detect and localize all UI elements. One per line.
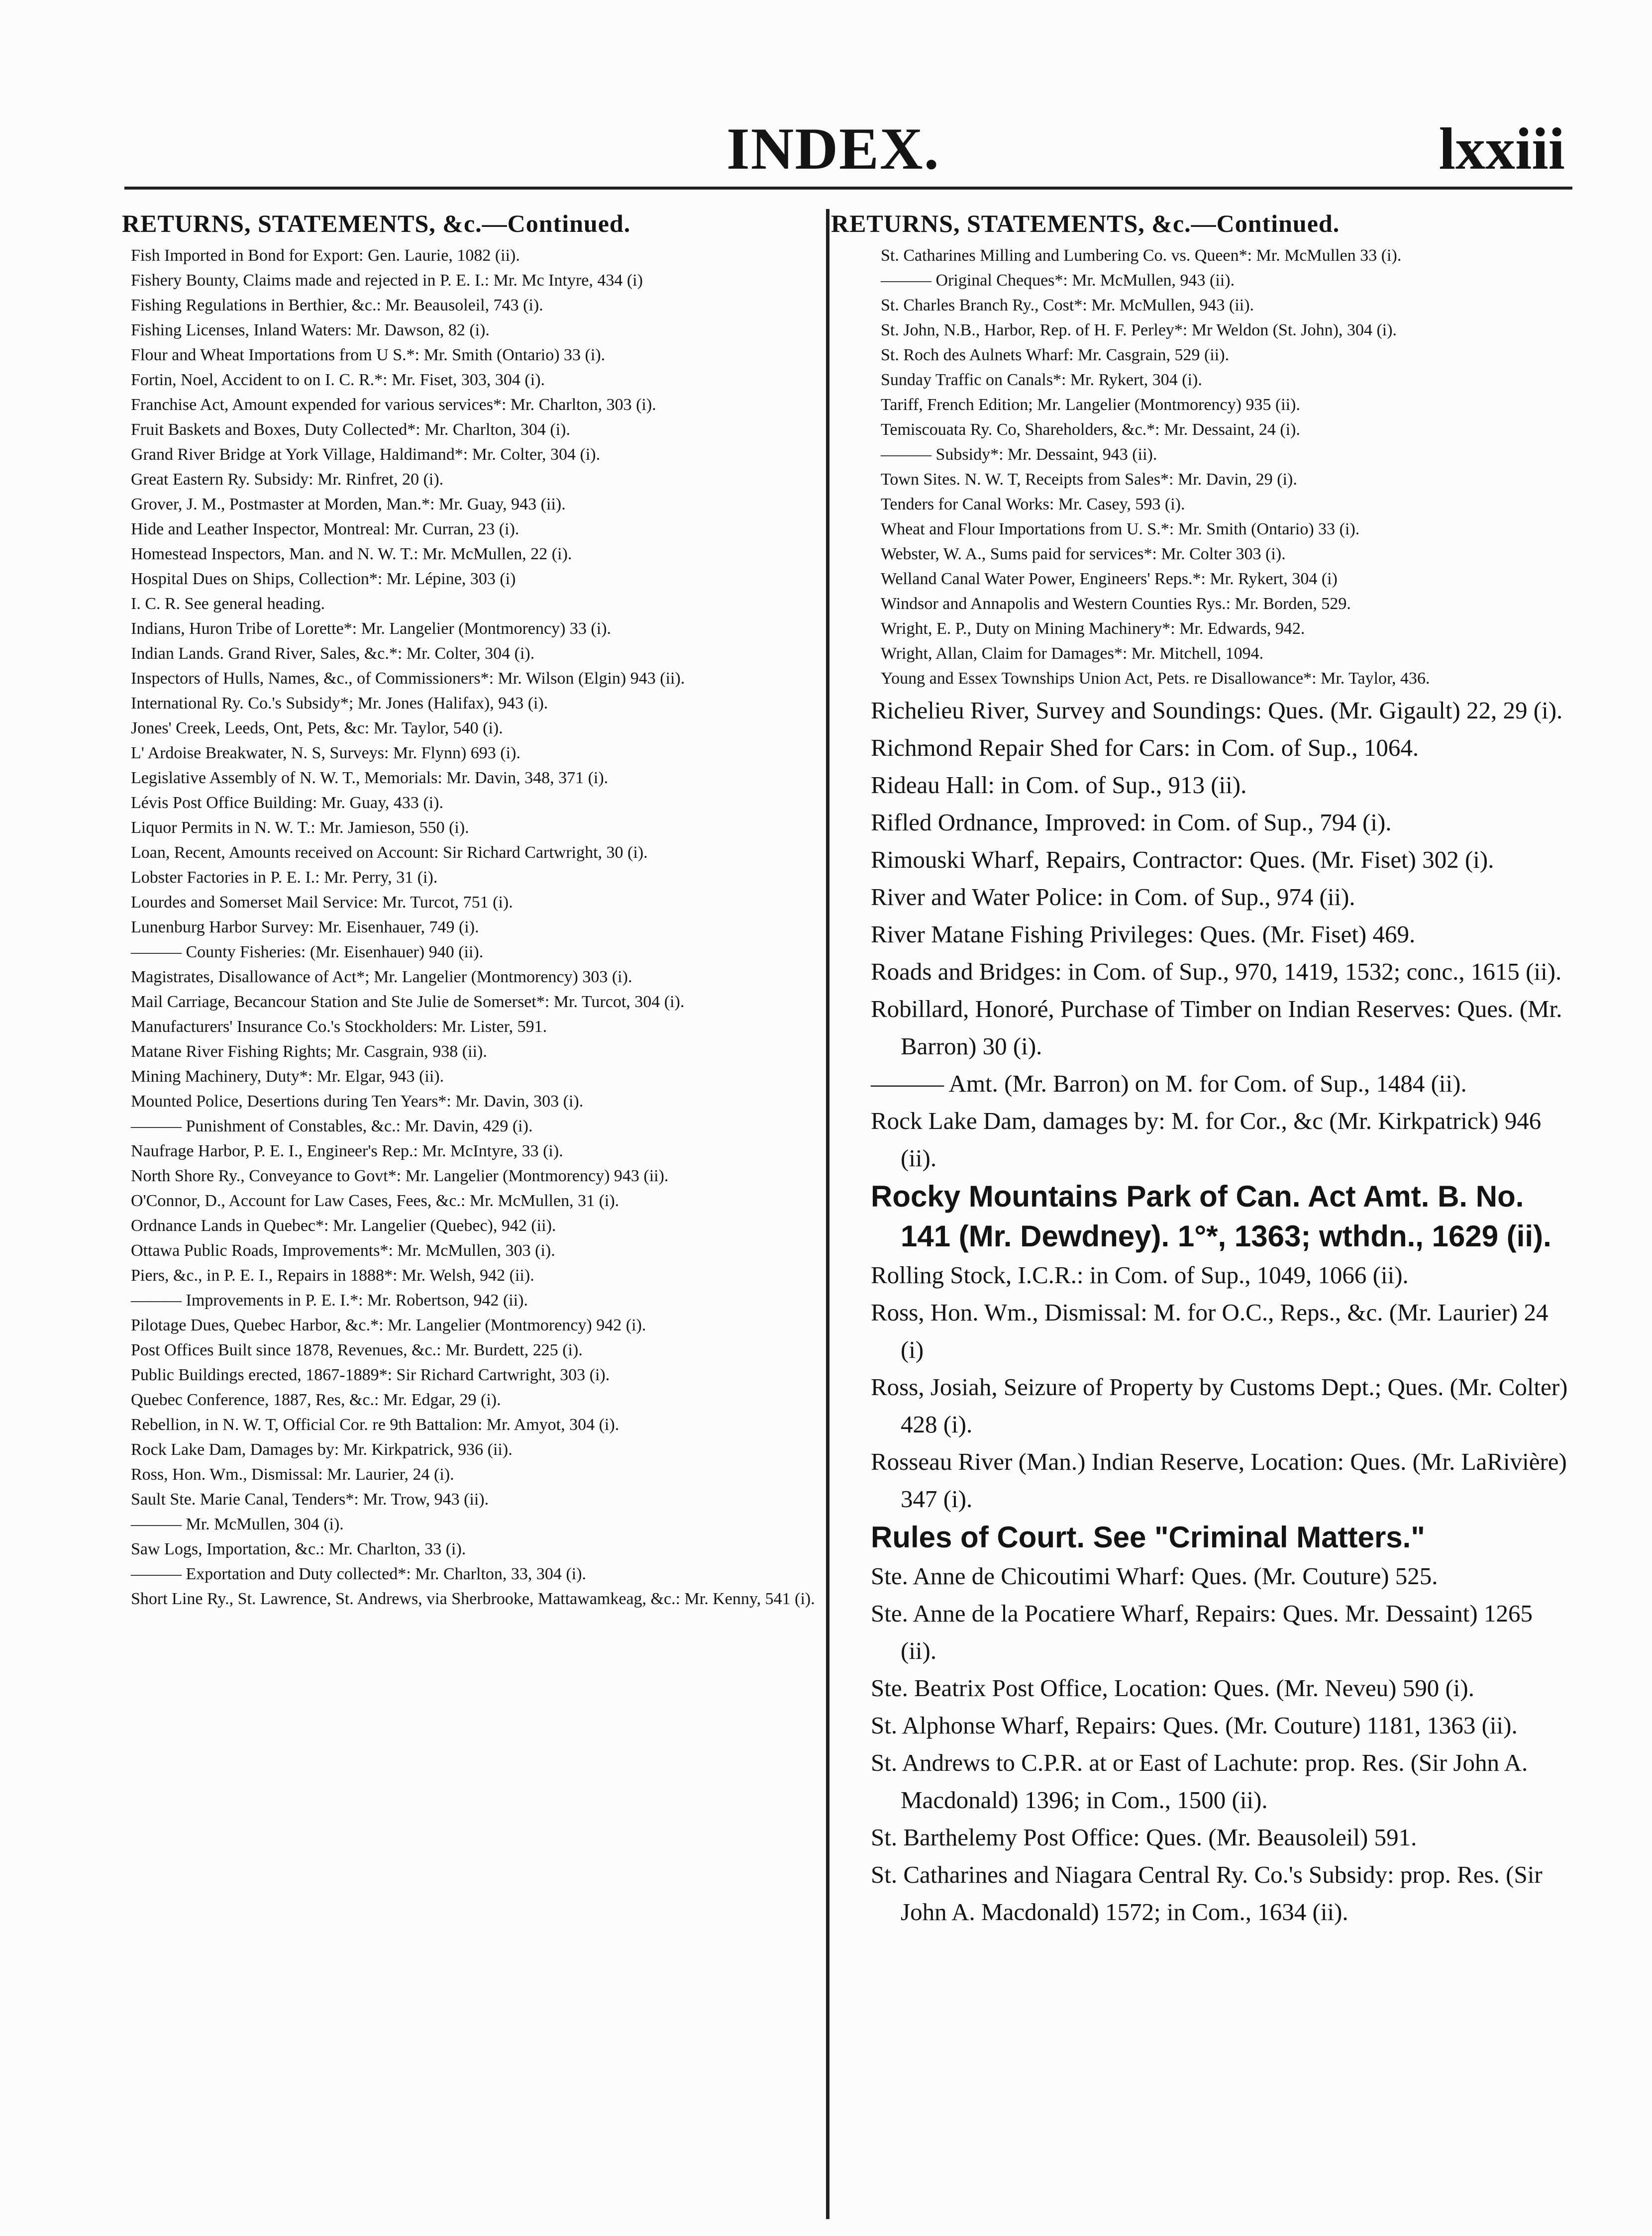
index-entry: ——— Mr. McMullen, 304 (i). xyxy=(131,1515,344,1533)
index-entry: Liquor Permits in N. W. T.: Mr. Jamieson, 550 (i). xyxy=(131,818,469,837)
index-entry: Fortin, Noel, Accident to on I. C. R.*: Mr. Fiset, 303, 304 (i). xyxy=(131,371,545,389)
index-entry: Hospital Dues on Ships, Collection*: Mr. Lépine, 303 (i) xyxy=(131,570,516,588)
index-title: INDEX. xyxy=(726,115,940,182)
index-entry: Great Eastern Ry. Subsidy: Mr. Rinfret, 20 (i). xyxy=(131,470,444,489)
index-entry: Ste. Anne de la Pocatiere Wharf, Repairs: Ques. Mr. Dessaint) 1265 (ii). xyxy=(871,1600,1533,1664)
index-entry: Rock Lake Dam, Damages by: Mr. Kirkpatrick, 936 (ii). xyxy=(131,1440,513,1459)
left-column xyxy=(122,209,824,1612)
index-entry: Magistrates, Disallowance of Act*; Mr. Langelier (Montmorency) 303 (i). xyxy=(131,968,632,986)
index-entry: International Ry. Co.'s Subsidy*; Mr. Jones (Halifax), 943 (i). xyxy=(131,694,548,712)
index-entry: Indians, Huron Tribe of Lorette*: Mr. Langelier (Montmorency) 33 (i). xyxy=(131,619,612,638)
index-entry: Grand River Bridge at York Village, Haldimand*: Mr. Colter, 304 (i). xyxy=(131,445,601,464)
index-entry: St. Catharines and Niagara Central Ry. Co.'s Subsidy: prop. Res. (Sir John A. Macdonald) 1572; in Com., 1634 (ii). xyxy=(871,1861,1543,1926)
index-entry: L' Ardoise Breakwater, N. S, Surveys: Mr. Flynn) 693 (i). xyxy=(131,744,520,762)
index-entry: Young and Essex Townships Union Act, Pets. re Disallowance*: Mr. Taylor, 436. xyxy=(881,669,1430,688)
right-column xyxy=(831,209,1572,1931)
index-entry: Lobster Factories in P. E. I.: Mr. Perry, 31 (i). xyxy=(131,868,438,887)
header-rule xyxy=(124,187,1572,190)
index-entry: Naufrage Harbor, P. E. I., Engineer's Rep.: Mr. McIntyre, 33 (i). xyxy=(131,1142,563,1160)
index-entry: I. C. R. See general heading. xyxy=(131,595,325,613)
index-entry: Mining Machinery, Duty*: Mr. Elgar, 943 (ii). xyxy=(131,1067,444,1086)
index-entry: Grover, J. M., Postmaster at Morden, Man.*: Mr. Guay, 943 (ii). xyxy=(131,495,566,513)
index-entry: St. Barthelemy Post Office: Ques. (Mr. Beausoleil) 591. xyxy=(871,1824,1417,1851)
index-entry: Wheat and Flour Importations from U. S.*: Mr. Smith (Ontario) 33 (i). xyxy=(881,520,1360,538)
index-entry: Loan, Recent, Amounts received on Account: Sir Richard Cartwright, 30 (i). xyxy=(131,843,648,862)
index-entry: Tariff, French Edition; Mr. Langelier (Montmorency) 935 (ii). xyxy=(881,396,1300,414)
index-entry: Robillard, Honoré, Purchase of Timber on Indian Reserves: Ques. (Mr. Barron) 30 (i). xyxy=(871,995,1562,1060)
index-entry: Wright, Allan, Claim for Damages*: Mr. Mitchell, 1094. xyxy=(881,644,1264,663)
page-number: lxxiii xyxy=(1439,115,1565,182)
index-entry: ——— Improvements in P. E. I.*: Mr. Robertson, 942 (ii). xyxy=(131,1291,528,1310)
index-entry: ——— Exportation and Duty collected*: Mr. Charlton, 33, 304 (i). xyxy=(131,1565,587,1583)
left-column-heading: RETURNS, STATEMENTS, &c.—Continued. xyxy=(122,209,631,237)
index-entry: Wright, E. P., Duty on Mining Machinery*: Mr. Edwards, 942. xyxy=(881,619,1305,638)
page-header xyxy=(0,114,1652,194)
right-main-entry-list xyxy=(831,692,1572,1931)
index-entry: Manufacturers' Insurance Co.'s Stockholders: Mr. Lister, 591. xyxy=(131,1017,547,1036)
index-entry: ——— Subsidy*: Mr. Dessaint, 943 (ii). xyxy=(881,445,1157,464)
index-entry: Pilotage Dues, Quebec Harbor, &c.*: Mr. Langelier (Montmorency) 942 (i). xyxy=(131,1316,646,1334)
index-entry: Flour and Wheat Importations from U S.*: Mr. Smith (Ontario) 33 (i). xyxy=(131,346,606,364)
index-entry: ——— County Fisheries: (Mr. Eisenhauer) 940 (ii). xyxy=(131,943,484,961)
index-entry: Rocky Mountains Park of Can. Act Amt. B. No. 141 (Mr. Dewdney). 1°*, 1363; wthdn., 1629 (ii). xyxy=(871,1180,1551,1253)
index-entry: Ross, Hon. Wm., Dismissal: Mr. Laurier, 24 (i). xyxy=(131,1465,454,1484)
index-entry: Saw Logs, Importation, &c.: Mr. Charlton, 33 (i). xyxy=(131,1540,466,1558)
index-entry: ——— Punishment of Constables, &c.: Mr. Davin, 429 (i). xyxy=(131,1117,533,1135)
index-entry: Town Sites. N. W. T, Receipts from Sales*: Mr. Davin, 29 (i). xyxy=(881,470,1297,489)
index-entry: Lunenburg Harbor Survey: Mr. Eisenhauer, 749 (i). xyxy=(131,918,479,936)
index-entry: Fishing Regulations in Berthier, &c.: Mr. Beausoleil, 743 (i). xyxy=(131,296,543,314)
index-entry: Rock Lake Dam, damages by: M. for Cor., &c (Mr. Kirkpatrick) 946 (ii). xyxy=(871,1107,1542,1172)
index-entry: Public Buildings erected, 1867-1889*: Sir Richard Cartwright, 303 (i). xyxy=(131,1366,610,1384)
index-entry: Rebellion, in N. W. T, Official Cor. re 9th Battalion: Mr. Amyot, 304 (i). xyxy=(131,1416,620,1434)
index-entry: Short Line Ry., St. Lawrence, St. Andrews, via Sherbrooke, Mattawamkeag, &c.: Mr. Kenny, 541 (i). xyxy=(131,1590,815,1608)
index-entry: Fruit Baskets and Boxes, Duty Collected*: Mr. Charlton, 304 (i). xyxy=(131,420,570,439)
index-entry: Ottawa Public Roads, Improvements*: Mr. McMullen, 303 (i). xyxy=(131,1241,555,1260)
index-entry: Sault Ste. Marie Canal, Tenders*: Mr. Trow, 943 (ii). xyxy=(131,1490,489,1509)
index-entry: St. Charles Branch Ry., Cost*: Mr. McMullen, 943 (ii). xyxy=(881,296,1254,314)
index-entry: Lévis Post Office Building: Mr. Guay, 433 (i). xyxy=(131,794,444,812)
index-entry: Fish Imported in Bond for Export: Gen. Laurie, 1082 (ii). xyxy=(131,246,520,265)
index-entry: River and Water Police: in Com. of Sup., 974 (ii). xyxy=(871,883,1355,911)
index-entry: St. Catharines Milling and Lumbering Co. vs. Queen*: Mr. McMullen 33 (i). xyxy=(881,246,1402,265)
index-entry: North Shore Ry., Conveyance to Govt*: Mr. Langelier (Montmorency) 943 (ii). xyxy=(131,1167,669,1185)
index-entry: St. Alphonse Wharf, Repairs: Ques. (Mr. Couture) 1181, 1363 (ii). xyxy=(871,1712,1518,1739)
index-entry: Roads and Bridges: in Com. of Sup., 970, 1419, 1532; conc., 1615 (ii). xyxy=(871,958,1562,985)
index-entry: Lourdes and Somerset Mail Service: Mr. Turcot, 751 (i). xyxy=(131,893,513,912)
right-entry-list xyxy=(831,244,1572,690)
index-entry: Matane River Fishing Rights; Mr. Casgrain, 938 (ii). xyxy=(131,1042,487,1061)
index-entry: Rolling Stock, I.C.R.: in Com. of Sup., 1049, 1066 (ii). xyxy=(871,1261,1409,1289)
index-entry: Ordnance Lands in Quebec*: Mr. Langelier (Quebec), 942 (ii). xyxy=(131,1217,556,1235)
index-entry: Rideau Hall: in Com. of Sup., 913 (ii). xyxy=(871,771,1247,799)
index-entry: Fishery Bounty, Claims made and rejected in P. E. I.: Mr. Mc Intyre, 434 (i) xyxy=(131,271,643,290)
index-entry: Ross, Josiah, Seizure of Property by Customs Dept.; Ques. (Mr. Colter) 428 (i). xyxy=(871,1373,1568,1438)
index-entry: Rimouski Wharf, Repairs, Contractor: Ques. (Mr. Fiset) 302 (i). xyxy=(871,846,1494,873)
index-entry: Indian Lands. Grand River, Sales, &c.*: Mr. Colter, 304 (i). xyxy=(131,644,535,663)
right-column-heading: RETURNS, STATEMENTS, &c.—Continued. xyxy=(831,209,1340,237)
index-entry: Post Offices Built since 1878, Revenues, &c.: Mr. Burdett, 225 (i). xyxy=(131,1341,583,1359)
index-entry: Franchise Act, Amount expended for various services*: Mr. Charlton, 303 (i). xyxy=(131,396,656,414)
index-entry: St. Roch des Aulnets Wharf: Mr. Casgrain, 529 (ii). xyxy=(881,346,1230,364)
index-entry: Hide and Leather Inspector, Montreal: Mr. Curran, 23 (i). xyxy=(131,520,519,538)
index-entry: Mail Carriage, Becancour Station and Ste Julie de Somerset*: Mr. Turcot, 304 (i). xyxy=(131,993,685,1011)
index-entry: ——— Amt. (Mr. Barron) on M. for Com. of Sup., 1484 (ii). xyxy=(871,1070,1467,1097)
index-entry: Quebec Conference, 1887, Res, &c.: Mr. Edgar, 29 (i). xyxy=(131,1391,501,1409)
index-entry: Richmond Repair Shed for Cars: in Com. of Sup., 1064. xyxy=(871,734,1419,761)
index-entry: Legislative Assembly of N. W. T., Memorials: Mr. Davin, 348, 371 (i). xyxy=(131,769,609,787)
index-entry: Mounted Police, Desertions during Ten Years*: Mr. Davin, 303 (i). xyxy=(131,1092,584,1111)
index-entry: Homestead Inspectors, Man. and N. W. T.: Mr. McMullen, 22 (i). xyxy=(131,545,572,563)
index-entry: Tenders for Canal Works: Mr. Casey, 593 (i). xyxy=(881,495,1185,513)
index-entry: Ste. Beatrix Post Office, Location: Ques. (Mr. Neveu) 590 (i). xyxy=(871,1674,1474,1702)
index-entry: Rosseau River (Man.) Indian Reserve, Location: Ques. (Mr. LaRivière) 347 (i). xyxy=(871,1448,1567,1513)
index-entry: Ross, Hon. Wm., Dismissal: M. for O.C., Reps., &c. (Mr. Laurier) 24 (i) xyxy=(871,1299,1549,1363)
index-entry: Windsor and Annapolis and Western Counties Rys.: Mr. Borden, 529. xyxy=(881,595,1351,613)
left-entry-list xyxy=(122,244,824,1611)
index-entry: Rules of Court. See "Criminal Matters." xyxy=(871,1521,1425,1554)
index-entry: Jones' Creek, Leeds, Ont, Pets, &c: Mr. Taylor, 540 (i). xyxy=(131,719,503,737)
index-entry: Ste. Anne de Chicoutimi Wharf: Ques. (Mr. Couture) 525. xyxy=(871,1562,1438,1590)
index-entry: Piers, &c., in P. E. I., Repairs in 1888*: Mr. Welsh, 942 (ii). xyxy=(131,1266,534,1285)
index-entry: Inspectors of Hulls, Names, &c., of Commissioners*: Mr. Wilson (Elgin) 943 (ii). xyxy=(131,669,685,688)
index-entry: Fishing Licenses, Inland Waters: Mr. Dawson, 82 (i). xyxy=(131,321,490,339)
index-entry: ——— Original Cheques*: Mr. McMullen, 943 (ii). xyxy=(881,271,1235,290)
index-entry: Rifled Ordnance, Improved: in Com. of Sup., 794 (i). xyxy=(871,809,1392,836)
index-entry: River Matane Fishing Privileges: Ques. (Mr. Fiset) 469. xyxy=(871,920,1416,948)
column-divider xyxy=(826,209,829,2219)
index-entry: Welland Canal Water Power, Engineers' Reps.*: Mr. Rykert, 304 (i) xyxy=(881,570,1338,588)
index-entry: Sunday Traffic on Canals*: Mr. Rykert, 304 (i). xyxy=(881,371,1202,389)
index-entry: O'Connor, D., Account for Law Cases, Fees, &c.: Mr. McMullen, 31 (i). xyxy=(131,1192,620,1210)
index-entry: St. Andrews to C.P.R. at or East of Lachute: prop. Res. (Sir John A. Macdonald) 1396; in Com., 1500 (ii). xyxy=(871,1749,1528,1814)
index-entry: St. John, N.B., Harbor, Rep. of H. F. Perley*: Mr Weldon (St. John), 304 (i). xyxy=(881,321,1397,339)
index-entry: Richelieu River, Survey and Soundings: Ques. (Mr. Gigault) 22, 29 (i). xyxy=(871,697,1563,724)
index-entry: Webster, W. A., Sums paid for services*: Mr. Colter 303 (i). xyxy=(881,545,1286,563)
index-entry: Temiscouata Ry. Co, Shareholders, &c.*: Mr. Dessaint, 24 (i). xyxy=(881,420,1300,439)
